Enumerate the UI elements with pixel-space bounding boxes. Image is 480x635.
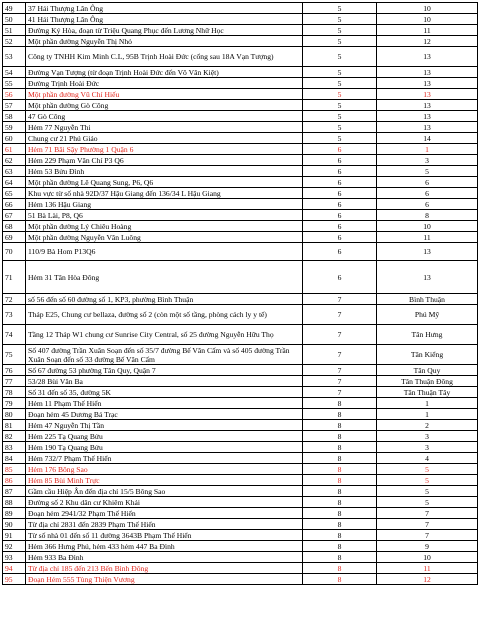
table-row [3, 431, 478, 442]
row-number-cell: 54 [3, 67, 26, 78]
table-row [3, 453, 478, 464]
table-body [3, 3, 478, 585]
ward-cell: 12 [377, 574, 478, 585]
location-cell: Một phần đường Vũ Chí Hiếu [26, 89, 303, 100]
row-number-cell: 58 [3, 111, 26, 122]
district-cell: 5 [303, 100, 377, 111]
district-cell: 8 [303, 541, 377, 552]
table-row [3, 111, 478, 122]
ward-cell: 7 [377, 519, 478, 530]
table-row [3, 574, 478, 585]
location-cell: Khu vực từ số nhà 92D/37 Hậu Giang đến 136/34 L Hậu Giang [26, 188, 303, 199]
location-cell: Đường số 2 Khu dân cư Khiêm Khải [26, 497, 303, 508]
table-row [3, 47, 478, 67]
table-row [3, 294, 478, 305]
location-cell: Hẻm 190 Tạ Quang Bửu [26, 442, 303, 453]
location-cell: Đường Trịnh Hoài Đức [26, 78, 303, 89]
ward-cell: 10 [377, 552, 478, 563]
location-cell: Số 31 đến số 35, đường 5K [26, 387, 303, 398]
location-cell: Số 67 đường 53 phường Tân Quy, Quận 7 [26, 365, 303, 376]
location-cell: 37 Hải Thượng Lãn Ông [26, 3, 303, 14]
row-number-cell: 62 [3, 155, 26, 166]
table-row [3, 409, 478, 420]
location-cell: Từ địa chỉ 2831 đến 2839 Phạm Thế Hiển [26, 519, 303, 530]
table-row [3, 166, 478, 177]
ward-cell: 5 [377, 486, 478, 497]
table-row [3, 133, 478, 144]
lockdown-areas-table [2, 2, 478, 585]
location-cell: 47 Gò Công [26, 111, 303, 122]
table-row [3, 67, 478, 78]
location-cell: Một phần đường Lê Quang Sung, P6, Q6 [26, 177, 303, 188]
location-cell: Công ty TNHH Kim Minh C.L, 95B Trịnh Hoài Đức (cổng sau 18A Vạn Tượng) [26, 47, 303, 67]
district-cell: 6 [303, 177, 377, 188]
district-cell: 8 [303, 431, 377, 442]
table-row [3, 3, 478, 14]
table-row [3, 398, 478, 409]
ward-cell: Bình Thuận [377, 294, 478, 305]
row-number-cell: 95 [3, 574, 26, 585]
table-row [3, 89, 478, 100]
location-cell: Đường Ký Hòa, đoạn từ Triệu Quang Phục đến Lương Nhữ Học [26, 25, 303, 36]
ward-cell: 13 [377, 111, 478, 122]
location-cell: Đường Vạn Tượng (từ đoạn Trịnh Hoài Đức đến Võ Văn Kiệt) [26, 67, 303, 78]
row-number-cell: 51 [3, 25, 26, 36]
row-number-cell: 80 [3, 409, 26, 420]
row-number-cell: 82 [3, 431, 26, 442]
location-cell: Hẻm 53 Bửu Đình [26, 166, 303, 177]
ward-cell: 13 [377, 243, 478, 261]
table-row [3, 232, 478, 243]
district-cell: 8 [303, 563, 377, 574]
district-cell: 5 [303, 14, 377, 25]
row-number-cell: 88 [3, 497, 26, 508]
table-row [3, 36, 478, 47]
row-number-cell: 65 [3, 188, 26, 199]
ward-cell: 1 [377, 144, 478, 155]
ward-cell: 7 [377, 530, 478, 541]
district-cell: 7 [303, 387, 377, 398]
location-cell: Một phần đường Gò Công [26, 100, 303, 111]
row-number-cell: 64 [3, 177, 26, 188]
table-row [3, 552, 478, 563]
location-cell: Một phần đường Nguyễn Thị Nhỏ [26, 36, 303, 47]
row-number-cell: 60 [3, 133, 26, 144]
ward-cell: Tân Kiểng [377, 345, 478, 365]
row-number-cell: 69 [3, 232, 26, 243]
row-number-cell: 50 [3, 14, 26, 25]
table-row [3, 464, 478, 475]
ward-cell: 3 [377, 442, 478, 453]
ward-cell: Phú Mỹ [377, 305, 478, 325]
table-row [3, 508, 478, 519]
ward-cell: 5 [377, 464, 478, 475]
district-cell: 6 [303, 155, 377, 166]
table-row [3, 305, 478, 325]
table-row [3, 345, 478, 365]
row-number-cell: 93 [3, 552, 26, 563]
ward-cell: 12 [377, 36, 478, 47]
row-number-cell: 75 [3, 345, 26, 365]
location-cell: Số 407 đường Trần Xuân Soạn đến số 35/7 đường Bế Văn Cấm và số 405 đường Trần Xuân Soạn đến số 33 đường Bế Văn Cấm [26, 345, 303, 365]
location-cell: 110/9 Bà Hom P13Q6 [26, 243, 303, 261]
ward-cell: 3 [377, 431, 478, 442]
ward-cell: 13 [377, 261, 478, 294]
ward-cell: 6 [377, 199, 478, 210]
ward-cell: 8 [377, 210, 478, 221]
row-number-cell: 53 [3, 47, 26, 67]
table-row [3, 541, 478, 552]
district-cell: 5 [303, 78, 377, 89]
table-row [3, 25, 478, 36]
ward-cell: 7 [377, 508, 478, 519]
location-cell: 53/28 Bùi Văn Ba [26, 376, 303, 387]
location-cell: Từ số nhà 01 đến số 11 đường 3643B Phạm Thế Hiển [26, 530, 303, 541]
district-cell: 6 [303, 243, 377, 261]
row-number-cell: 67 [3, 210, 26, 221]
district-cell: 6 [303, 166, 377, 177]
location-cell: Hẻm 136 Hậu Giang [26, 199, 303, 210]
district-cell: 8 [303, 464, 377, 475]
district-cell: 6 [303, 199, 377, 210]
table-row [3, 221, 478, 232]
ward-cell: 10 [377, 3, 478, 14]
row-number-cell: 74 [3, 325, 26, 345]
row-number-cell: 72 [3, 294, 26, 305]
row-number-cell: 87 [3, 486, 26, 497]
table-row [3, 365, 478, 376]
ward-cell: 5 [377, 166, 478, 177]
district-cell: 6 [303, 261, 377, 294]
row-number-cell: 77 [3, 376, 26, 387]
location-cell: Hẻm 77 Nguyễn Thi [26, 122, 303, 133]
district-cell: 5 [303, 67, 377, 78]
ward-cell: Tân Quy [377, 365, 478, 376]
location-cell: Hẻm 366 Hưng Phú, hẻm 433 hẻm 447 Ba Đình [26, 541, 303, 552]
ward-cell: 11 [377, 563, 478, 574]
district-cell: 8 [303, 398, 377, 409]
row-number-cell: 57 [3, 100, 26, 111]
row-number-cell: 81 [3, 420, 26, 431]
location-cell: Hẻm 229 Phạm Văn Chí P3 Q6 [26, 155, 303, 166]
district-cell: 8 [303, 519, 377, 530]
table-row [3, 78, 478, 89]
location-cell: Hẻm 31 Tân Hòa Đông [26, 261, 303, 294]
ward-cell: Tân Thuận Đông [377, 376, 478, 387]
ward-cell: 2 [377, 420, 478, 431]
table-row [3, 530, 478, 541]
ward-cell: 13 [377, 47, 478, 67]
ward-cell: 13 [377, 89, 478, 100]
ward-cell: 10 [377, 221, 478, 232]
district-cell: 6 [303, 221, 377, 232]
district-cell: 6 [303, 144, 377, 155]
location-cell: Hẻm 933 Ba Đình [26, 552, 303, 563]
row-number-cell: 59 [3, 122, 26, 133]
district-cell: 5 [303, 3, 377, 14]
row-number-cell: 63 [3, 166, 26, 177]
table-row [3, 144, 478, 155]
table-row [3, 486, 478, 497]
table-row [3, 420, 478, 431]
ward-cell: 13 [377, 122, 478, 133]
district-cell: 6 [303, 210, 377, 221]
district-cell: 5 [303, 111, 377, 122]
row-number-cell: 73 [3, 305, 26, 325]
ward-cell: 14 [377, 133, 478, 144]
row-number-cell: 76 [3, 365, 26, 376]
location-cell: Hẻm 11 Phạm Thế Hiển [26, 398, 303, 409]
row-number-cell: 89 [3, 508, 26, 519]
ward-cell: 11 [377, 25, 478, 36]
row-number-cell: 66 [3, 199, 26, 210]
district-cell: 7 [303, 376, 377, 387]
table-row [3, 325, 478, 345]
location-cell: Từ địa chỉ 185 đến 213 Bến Bình Đông [26, 563, 303, 574]
ward-cell: 1 [377, 398, 478, 409]
district-cell: 8 [303, 475, 377, 486]
table-row [3, 497, 478, 508]
district-cell: 8 [303, 420, 377, 431]
district-cell: 8 [303, 442, 377, 453]
row-number-cell: 49 [3, 3, 26, 14]
table-row [3, 188, 478, 199]
row-number-cell: 56 [3, 89, 26, 100]
row-number-cell: 68 [3, 221, 26, 232]
ward-cell: 6 [377, 177, 478, 188]
row-number-cell: 55 [3, 78, 26, 89]
table-row [3, 100, 478, 111]
district-cell: 5 [303, 122, 377, 133]
district-cell: 8 [303, 508, 377, 519]
table-row [3, 563, 478, 574]
district-cell: 5 [303, 89, 377, 100]
location-cell: Hẻm 47 Nguyễn Thị Tần [26, 420, 303, 431]
row-number-cell: 61 [3, 144, 26, 155]
location-cell: 41 Hải Thượng Lãn Ông [26, 14, 303, 25]
ward-cell: 6 [377, 188, 478, 199]
table-row [3, 261, 478, 294]
location-cell: Đoạn hẻm 45 Dương Bá Trạc [26, 409, 303, 420]
district-cell: 7 [303, 294, 377, 305]
ward-cell: 5 [377, 475, 478, 486]
ward-cell: 13 [377, 78, 478, 89]
district-cell: 8 [303, 497, 377, 508]
district-cell: 7 [303, 305, 377, 325]
district-cell: 8 [303, 486, 377, 497]
row-number-cell: 78 [3, 387, 26, 398]
location-cell: Hẻm 176 Bông Sao [26, 464, 303, 475]
district-cell: 7 [303, 345, 377, 365]
table-row [3, 387, 478, 398]
district-cell: 6 [303, 232, 377, 243]
table-row [3, 14, 478, 25]
table-row [3, 519, 478, 530]
district-cell: 5 [303, 47, 377, 67]
district-cell: 8 [303, 409, 377, 420]
row-number-cell: 79 [3, 398, 26, 409]
row-number-cell: 90 [3, 519, 26, 530]
ward-cell: Tân Thuận Tây [377, 387, 478, 398]
location-cell: Đoạn Hẻm 555 Tùng Thiện Vương [26, 574, 303, 585]
location-cell: Chung cư 21 Phú Giáo [26, 133, 303, 144]
row-number-cell: 94 [3, 563, 26, 574]
ward-cell: Tân Hưng [377, 325, 478, 345]
row-number-cell: 70 [3, 243, 26, 261]
row-number-cell: 92 [3, 541, 26, 552]
ward-cell: 4 [377, 453, 478, 464]
district-cell: 5 [303, 25, 377, 36]
location-cell: Hẻm 85 Bùi Minh Trực [26, 475, 303, 486]
table-row [3, 122, 478, 133]
row-number-cell: 71 [3, 261, 26, 294]
table-row [3, 210, 478, 221]
district-cell: 7 [303, 325, 377, 345]
district-cell: 8 [303, 552, 377, 563]
district-cell: 8 [303, 530, 377, 541]
table-row [3, 376, 478, 387]
district-cell: 5 [303, 133, 377, 144]
location-cell: Gầm cầu Hiệp Ân đến địa chỉ 15/5 Bông Sao [26, 486, 303, 497]
location-cell: Tháp E25, Chung cư bellaza, đường số 2 (còn một số tầng, phòng cách ly y tế) [26, 305, 303, 325]
table-row [3, 155, 478, 166]
district-cell: 6 [303, 188, 377, 199]
location-cell: Hẻm 732/7 Phạm Thế Hiển [26, 453, 303, 464]
table-row [3, 177, 478, 188]
district-cell: 7 [303, 365, 377, 376]
ward-cell: 3 [377, 155, 478, 166]
district-cell: 8 [303, 453, 377, 464]
ward-cell: 1 [377, 409, 478, 420]
row-number-cell: 83 [3, 442, 26, 453]
ward-cell: 13 [377, 67, 478, 78]
ward-cell: 10 [377, 14, 478, 25]
location-cell: Đoạn hẻm 2941/32 Phạm Thế Hiển [26, 508, 303, 519]
ward-cell: 9 [377, 541, 478, 552]
district-cell: 8 [303, 574, 377, 585]
table-row [3, 442, 478, 453]
row-number-cell: 91 [3, 530, 26, 541]
ward-cell: 5 [377, 497, 478, 508]
table-row [3, 199, 478, 210]
ward-cell: 13 [377, 100, 478, 111]
location-cell: số 56 đến số 60 đường số 1, KP3, phường Bình Thuận [26, 294, 303, 305]
location-cell: Hẻm 71 Bãi Sậy Phường 1 Quận 6 [26, 144, 303, 155]
table-row [3, 243, 478, 261]
row-number-cell: 52 [3, 36, 26, 47]
location-cell: Một phần đường Nguyễn Văn Luông [26, 232, 303, 243]
row-number-cell: 84 [3, 453, 26, 464]
row-number-cell: 86 [3, 475, 26, 486]
ward-cell: 11 [377, 232, 478, 243]
table-row [3, 475, 478, 486]
location-cell: Một phần đường Lý Chiêu Hoàng [26, 221, 303, 232]
location-cell: 51 Bà Lài, P8, Q6 [26, 210, 303, 221]
location-cell: Tầng 12 Tháp W1 chung cư Sunrise City Central, số 25 đường Nguyễn Hữu Thọ [26, 325, 303, 345]
row-number-cell: 85 [3, 464, 26, 475]
location-cell: Hẻm 225 Tạ Quang Bửu [26, 431, 303, 442]
district-cell: 5 [303, 36, 377, 47]
